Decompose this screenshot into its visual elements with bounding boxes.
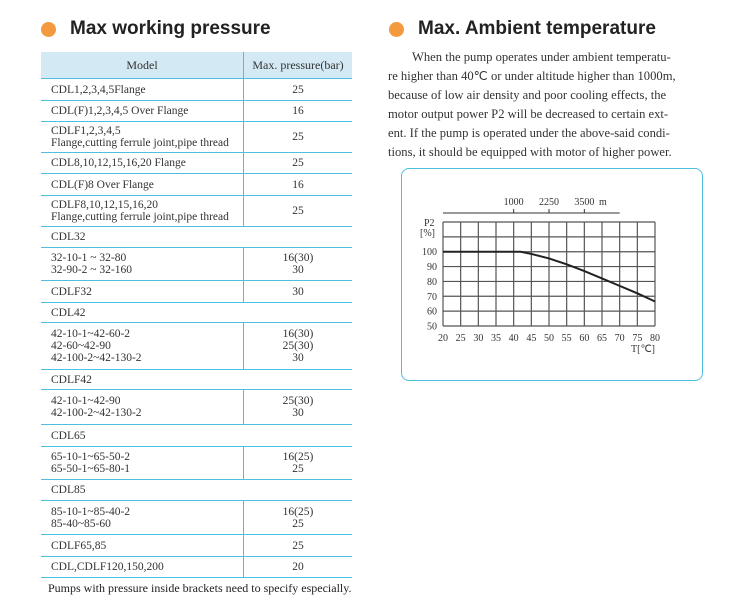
pressure-value: 25(30) <box>282 395 314 407</box>
model-line: 42-10-1~42-60-2 <box>51 328 131 340</box>
pressure-value: 30 <box>292 285 304 298</box>
model-line: CDL42 <box>51 306 86 319</box>
x-tick-label: 80 <box>650 333 660 344</box>
model-line: 42-100-2~42-130-2 <box>51 407 142 419</box>
y-axis-label: [%] <box>420 228 435 239</box>
x-tick-label: 25 <box>455 333 466 344</box>
x-tick-label: 75 <box>632 333 643 344</box>
paragraph-line: motor output power P2 will be decreased to certain ext- <box>388 107 669 121</box>
x-tick-label: 40 <box>508 333 519 344</box>
altitude-unit-label: m <box>599 197 607 208</box>
model-line: Flange,cutting ferrule joint,pipe thread <box>51 137 229 149</box>
pressure-value: 25 <box>292 131 304 143</box>
x-tick-label: 30 <box>473 333 484 344</box>
model-line: 32-90-2 ~ 32-160 <box>51 264 132 276</box>
model-line: 42-60~42-90 <box>51 340 111 352</box>
model-line: 85-10-1~85-40-2 <box>51 505 131 518</box>
model-line: CDLF65,85 <box>51 539 107 552</box>
model-line: CDL65 <box>51 429 86 442</box>
model-line: CDL(F)1,2,3,4,5 Over Flange <box>51 105 189 117</box>
pressure-value: 25 <box>292 205 304 217</box>
model-line: CDL(F)8 Over Flange <box>51 178 154 191</box>
y-tick-label: 80 <box>427 276 437 288</box>
x-tick-label: 20 <box>438 333 448 344</box>
model-line: CDLF32 <box>51 285 92 298</box>
model-line: CDL85 <box>51 484 86 496</box>
x-tick-label: 45 <box>526 333 537 344</box>
altitude-tick-label: 3500 <box>574 197 595 208</box>
y-tick-label: 50 <box>427 321 437 333</box>
x-tick-label: 50 <box>544 333 554 344</box>
y-tick-label: 70 <box>427 291 437 303</box>
model-line: CDL32 <box>51 231 86 243</box>
pressure-value: 25 <box>292 83 304 96</box>
pressure-value: 16(25) <box>282 451 314 463</box>
x-tick-label: 65 <box>597 333 607 344</box>
pressure-value: 25 <box>292 517 304 530</box>
title-text: Max. Ambient temperature <box>418 18 656 39</box>
pressure-value: 30 <box>292 407 304 419</box>
pressure-value: 16(30) <box>282 252 314 264</box>
table-note: Pumps with pressure inside brackets need to specify especially. <box>48 581 352 595</box>
header-model: Model <box>126 58 158 72</box>
model-line: 65-50-1~65-80-1 <box>51 463 131 475</box>
y-tick-label: 90 <box>427 262 437 274</box>
y-tick-label: 100 <box>422 247 437 259</box>
paragraph-line: ent. If the pump is operated under the above-said condi- <box>388 126 670 140</box>
y-axis-label: P2 <box>424 218 435 229</box>
model-line: Flange,cutting ferrule joint,pipe thread <box>51 211 229 223</box>
paragraph-line: because of low air density and poor cooling effects, the <box>388 88 667 102</box>
pressure-value: 16(25) <box>282 505 314 518</box>
model-line: CDL,CDLF120,150,200 <box>51 561 164 573</box>
pressure-value: 25 <box>292 539 304 552</box>
pressure-value: 30 <box>292 264 304 276</box>
title-text: Max working pressure <box>70 18 271 39</box>
paragraph-line: tions, it should be equipped with motor of higher power. <box>388 145 672 159</box>
model-line: CDLF8,10,12,15,16,20 <box>51 199 159 211</box>
paragraph-line: re higher than 40℃ or under altitude higher than 1000m, <box>388 69 676 83</box>
model-line: 85-40~85-60 <box>51 517 111 530</box>
pressure-value: 25(30) <box>282 340 314 352</box>
x-tick-label: 60 <box>579 333 590 344</box>
model-line: CDL1,2,3,4,5Flange <box>51 83 146 96</box>
pressure-value: 16 <box>292 178 304 191</box>
model-line: 32-10-1 ~ 32-80 <box>51 252 127 264</box>
y-tick-label: 60 <box>427 306 437 318</box>
pressure-value: 25 <box>292 463 304 475</box>
pressure-value: 16 <box>292 105 304 117</box>
pressure-value: 16(30) <box>282 328 314 340</box>
model-line: 42-10-1~42-90 <box>51 395 121 407</box>
x-tick-label: 35 <box>491 333 501 344</box>
header-pressure: Max. pressure(bar) <box>243 52 352 78</box>
model-line: 42-100-2~42-130-2 <box>51 352 142 364</box>
model-line: CDLF1,2,3,4,5 <box>51 125 121 137</box>
paragraph-line: When the pump operates under ambient temperatu- <box>412 50 671 64</box>
model-line: CDL8,10,12,15,16,20 Flange <box>51 157 186 169</box>
x-axis-label: T[℃] <box>631 344 655 355</box>
altitude-tick-label: 2250 <box>539 197 559 208</box>
pressure-value: 30 <box>292 352 304 364</box>
model-line: 65-10-1~65-50-2 <box>51 451 131 463</box>
x-tick-label: 70 <box>614 333 625 344</box>
model-line: CDLF42 <box>51 373 92 386</box>
altitude-tick-label: 1000 <box>503 197 524 208</box>
pressure-value: 20 <box>292 561 304 573</box>
x-tick-label: 55 <box>561 333 572 344</box>
pressure-value: 25 <box>292 157 304 169</box>
